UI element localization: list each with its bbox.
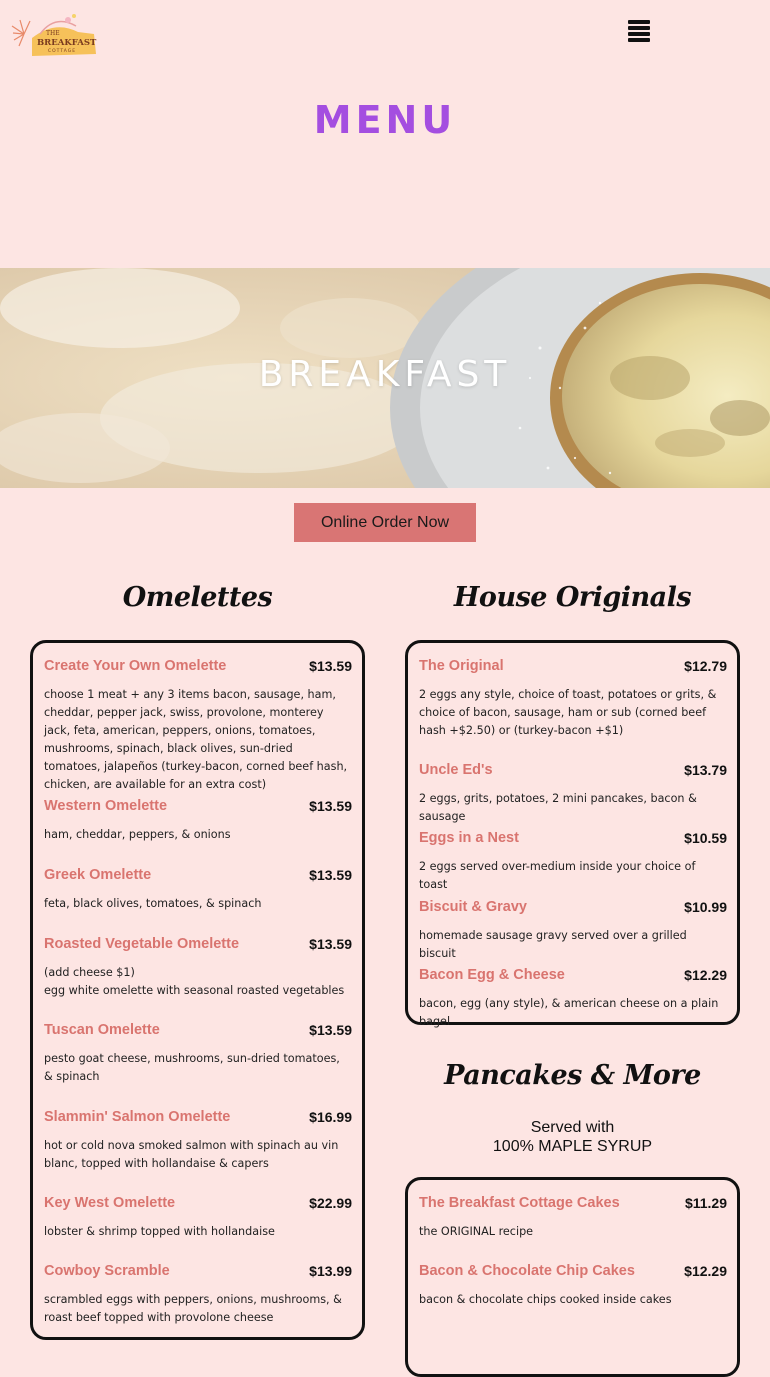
pancakes-heading: Pancakes & More (444, 1060, 701, 1091)
item-price: $13.59 (309, 936, 352, 952)
pancakes-card (405, 1177, 740, 1377)
item-price: $12.29 (684, 1263, 727, 1279)
page-title: MENU (313, 98, 457, 142)
item-name: Cowboy Scramble (44, 1263, 170, 1279)
item-description (44, 964, 352, 1000)
served-with-note (405, 1118, 740, 1156)
item-description: bacon, egg (any style), & american cheese on a plain bagel (419, 997, 719, 1028)
house-originals-card (405, 640, 740, 1028)
hero-title: BREAKFAST (258, 354, 512, 395)
item-price: $13.99 (309, 1263, 352, 1279)
item-name: Western Omelette (44, 798, 168, 814)
served-line: 100% MAPLE SYRUP (492, 1138, 653, 1155)
hamburger-line (628, 38, 650, 42)
item-description: the ORIGINAL recipe (419, 1225, 534, 1238)
item-description: 2 eggs any style, choice of toast, potatoes or grits, & choice of bacon, sausage, ham or sub (corned beef hash +$2.50) or (turkey-bacon +$1) (419, 688, 717, 737)
logo[interactable] (10, 8, 100, 58)
item-description: pesto goat cheese, mushrooms, sun-dried tomatoes, & spinach (44, 1052, 340, 1083)
item-price: $13.79 (684, 762, 727, 778)
item-description: ham, cheddar, peppers, & onions (44, 828, 231, 841)
item-description-line: (add cheese $1) (44, 966, 135, 979)
item-description: feta, black olives, tomatoes, & spinach (44, 897, 262, 910)
item-price: $13.59 (309, 867, 352, 883)
logo-line2: BREAKFAST (37, 38, 97, 48)
item-description: 2 eggs served over-medium inside your choice of toast (419, 860, 696, 891)
item-price: $10.99 (684, 899, 727, 915)
item-description: scrambled eggs with peppers, onions, mushrooms, & roast beef topped with provolone cheese (44, 1293, 342, 1324)
item-description: homemade sausage gravy served over a grilled biscuit (419, 929, 687, 960)
item-description: hot or cold nova smoked salmon with spinach au vin blanc, topped with hollandaise & capers (44, 1139, 339, 1170)
site-header (0, 0, 770, 268)
item-name: Key West Omelette (44, 1195, 176, 1211)
item-description: lobster & shrimp topped with hollandaise (44, 1225, 275, 1238)
logo-line1: THE (46, 30, 60, 37)
item-price: $11.29 (684, 1195, 727, 1211)
item-description: choose 1 meat + any 3 items bacon, sausage, ham, cheddar, pepper jack, swiss, provolone, monterey jack, feta, american, peppers, onions, tomatoes, mushrooms, spinach, black olives, sun-dried tomatoes, jalapeños (turkey-bacon, corned beef hash, chicken, are available for an extra cost) (44, 688, 348, 791)
item-name: The Breakfast Cottage Cakes (419, 1195, 620, 1211)
item-name: Eggs in a Nest (419, 830, 519, 846)
item-price: $13.59 (309, 798, 352, 814)
item-name: Create Your Own Omelette (44, 658, 227, 674)
item-description: bacon & chocolate chips cooked inside cakes (419, 1293, 672, 1306)
item-description-line: egg white omelette with seasonal roasted vegetables (44, 984, 345, 997)
hamburger-line (628, 26, 650, 30)
house-originals-heading: House Originals (453, 582, 692, 613)
item-price: $13.59 (309, 658, 352, 674)
omelettes-card (30, 640, 365, 1340)
online-order-button[interactable]: Online Order Now (294, 503, 476, 542)
omelettes-heading: Omelettes (122, 582, 273, 613)
served-line: Served with (530, 1119, 615, 1136)
hamburger-icon[interactable] (628, 20, 650, 42)
item-name: Bacon Egg & Cheese (419, 967, 565, 983)
hamburger-line (628, 32, 650, 36)
item-price: $12.79 (684, 658, 727, 674)
logo-line3: COTTAGE (48, 49, 77, 54)
item-name: The Original (419, 658, 504, 674)
item-description: 2 eggs, grits, potatoes, 2 mini pancakes, bacon & sausage (419, 792, 697, 823)
item-price: $16.99 (309, 1109, 352, 1125)
item-name: Uncle Ed's (419, 762, 493, 778)
item-name: Slammin' Salmon Omelette (44, 1109, 231, 1125)
hamburger-line (628, 20, 650, 24)
item-name: Bacon & Chocolate Chip Cakes (419, 1263, 635, 1279)
item-name: Roasted Vegetable Omelette (44, 936, 240, 952)
item-price: $12.29 (684, 967, 727, 983)
item-name: Tuscan Omelette (44, 1022, 160, 1038)
item-price: $22.99 (309, 1195, 352, 1211)
item-name: Biscuit & Gravy (419, 899, 527, 915)
item-price: $10.59 (684, 830, 727, 846)
item-price: $13.59 (309, 1022, 352, 1038)
item-name: Greek Omelette (44, 867, 152, 883)
